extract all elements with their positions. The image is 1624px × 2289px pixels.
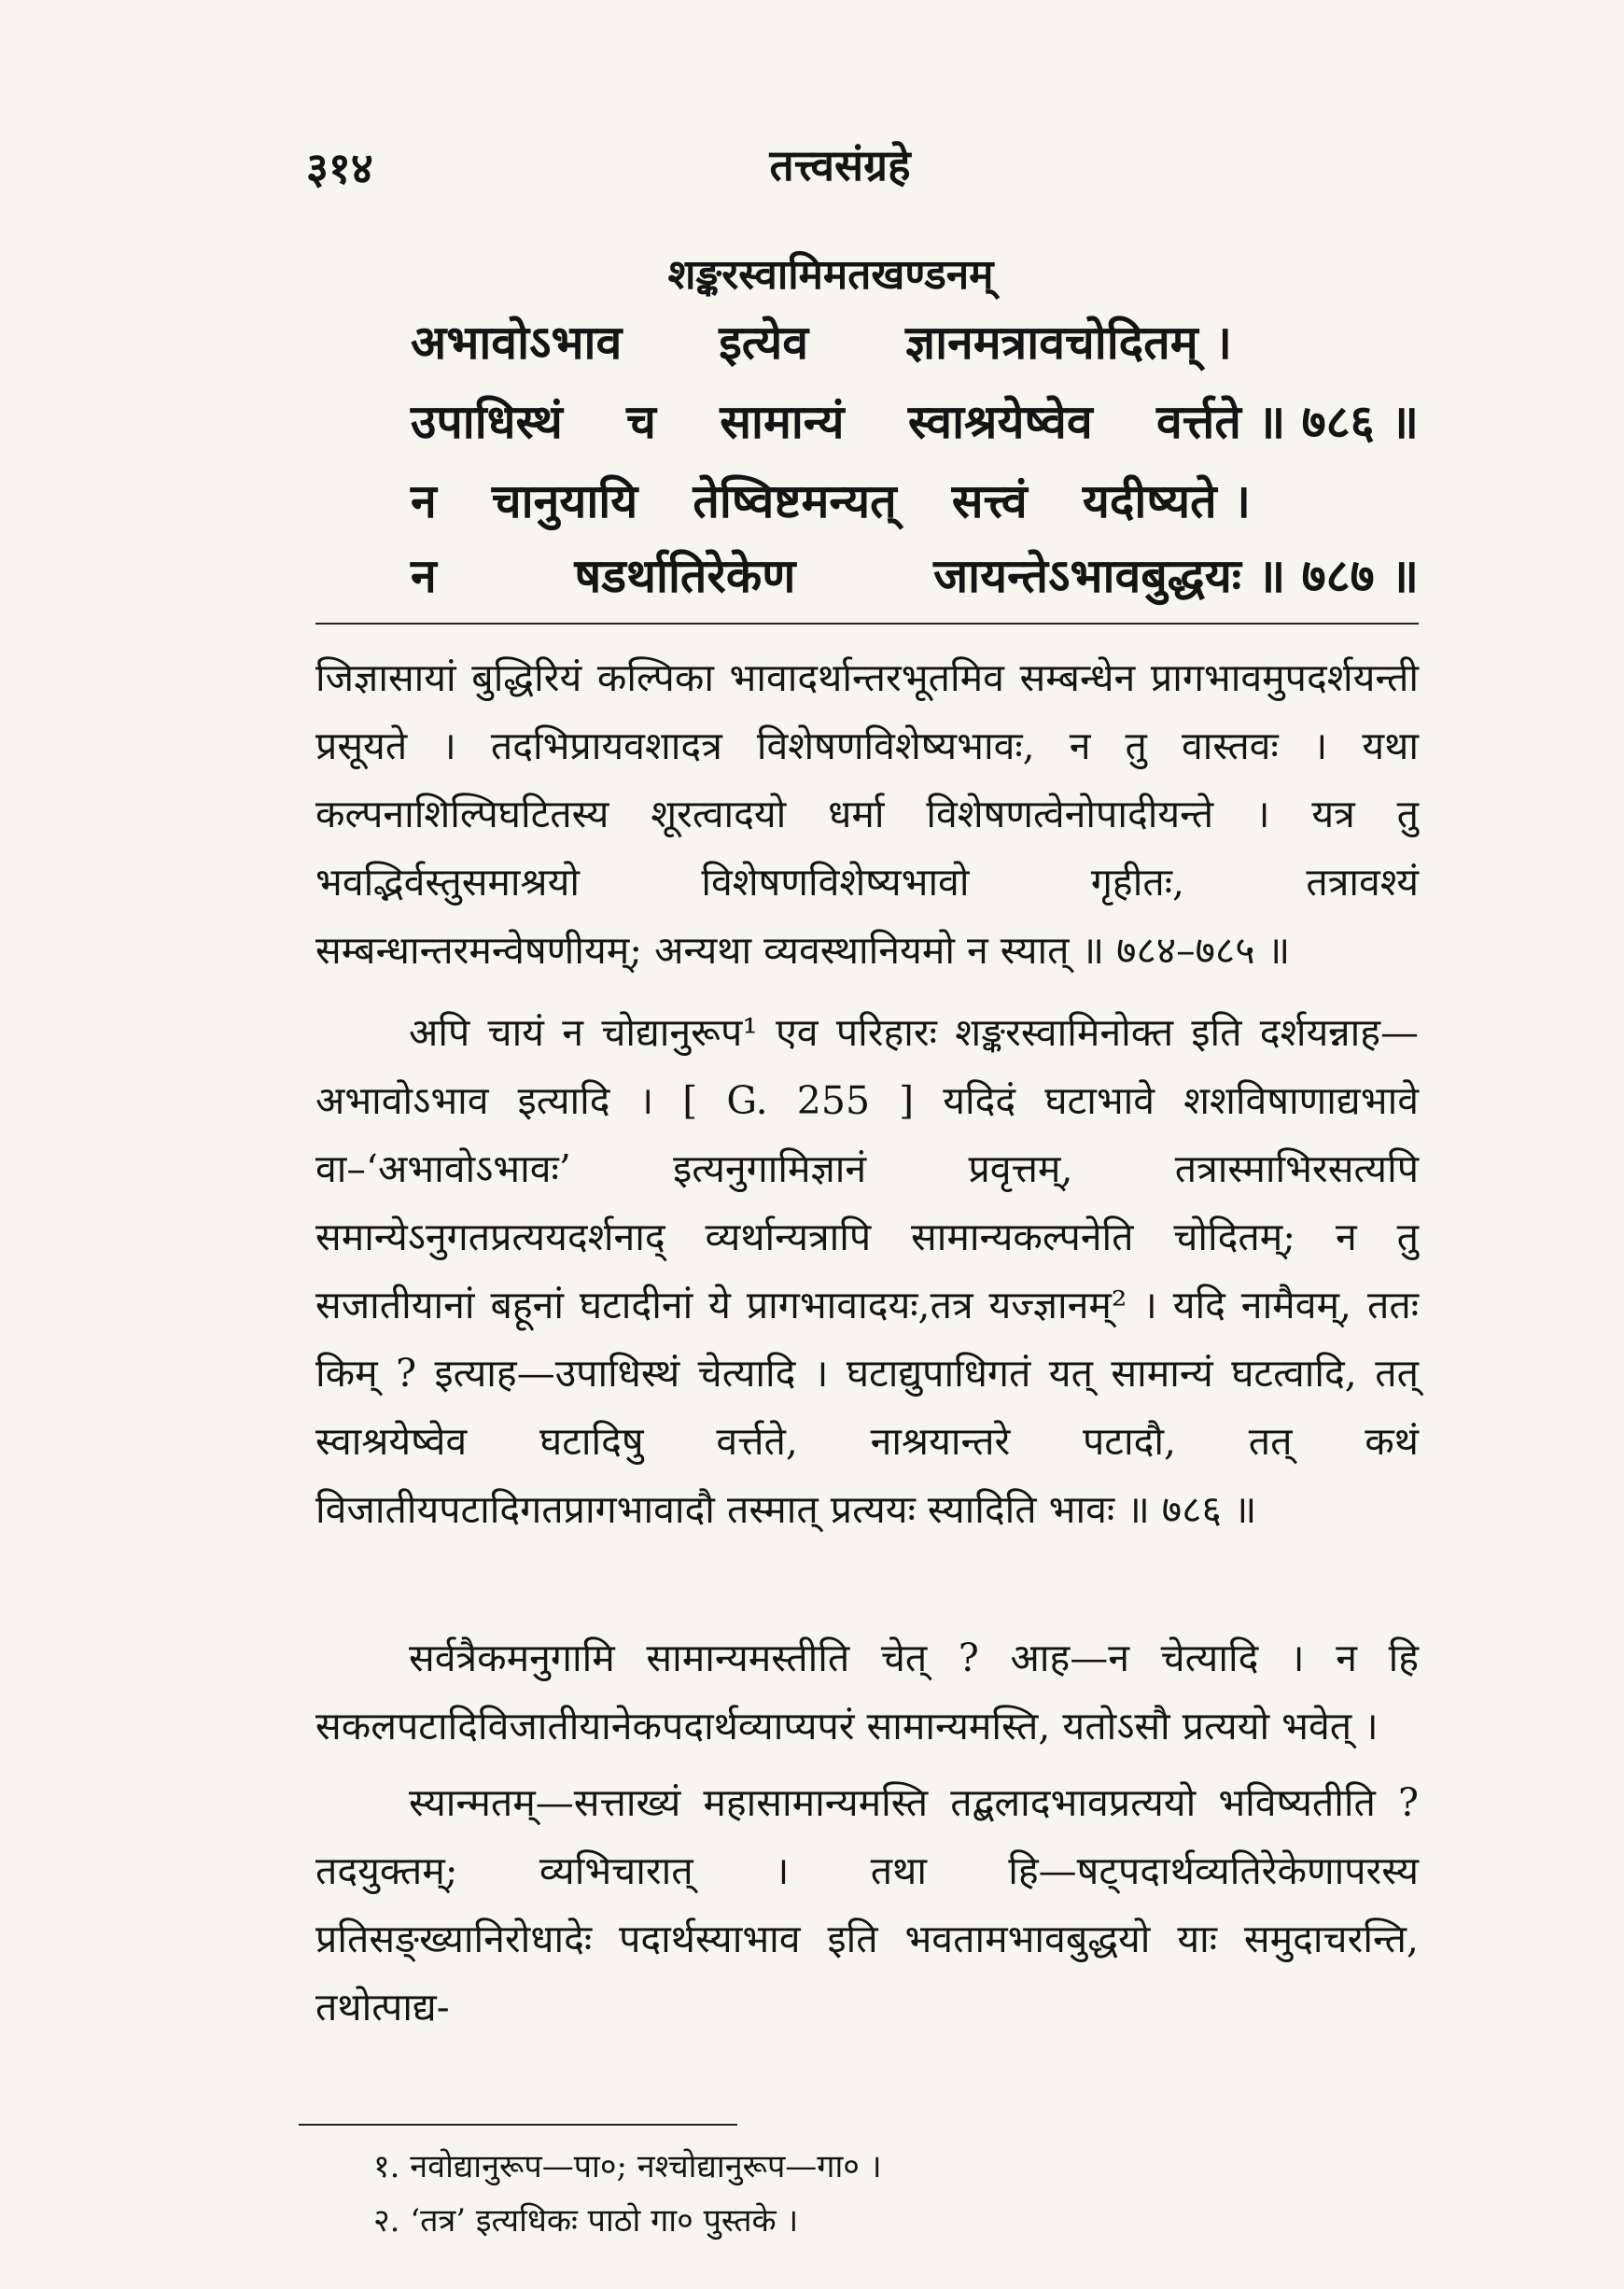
commentary-paragraph-3: सर्वत्रैकमनुगामि सामान्यमस्तीति चेत् ? आह—न चेत्यादि । न हि सकलपटादिविजातीयानेकपदार्थव्याप्यपरं सामान्यमस्ति, यतोऽसौ प्रत्ययो भवेत् । bbox=[315, 1636, 1419, 1748]
verse-word: च bbox=[626, 394, 656, 449]
page-number: ३१४ bbox=[306, 143, 373, 193]
verse-line-4 bbox=[411, 546, 1419, 606]
verse-word: न bbox=[411, 548, 437, 603]
verse-line-2 bbox=[411, 392, 1419, 452]
footnote-divider bbox=[299, 2124, 737, 2126]
commentary-paragraph-4: स्यान्मतम्—सत्ताख्यं महासामान्यमस्ति तद्बलादभावप्रत्ययो भविष्यतीति ? तदयुक्तम्; व्यभिचारात् । तथा हि—षट्पदार्थव्यतिरेकेणापरस्य प्रतिसङ्ख्यानिरोधादेः पदार्थस्याभाव इति भवतामभावबुद्धयो याः समुदाचरन्ति, तथोत्पाद्य- bbox=[315, 1780, 1419, 2029]
verse-line-1 bbox=[411, 313, 1232, 372]
verse-line-3 bbox=[411, 471, 1251, 531]
verse-word: षडर्थातिरेकेण bbox=[574, 548, 796, 603]
verse-word: अभावोऽभाव bbox=[411, 315, 623, 370]
verse-word: न bbox=[411, 473, 437, 528]
verse-word: चानुयायि bbox=[491, 473, 638, 528]
verse-word: स्वाश्रयेष्वेव bbox=[907, 394, 1093, 449]
verse-word: सामान्यं bbox=[720, 394, 845, 449]
commentary-paragraph-2: अपि चायं न चोद्यानुरूप¹ एव परिहारः शङ्करस्वामिनोक्त इति दर्शयन्नाह—अभावोऽभाव इत्यादि । [ G. 255 ] यदिदं घटाभावे शशविषाणाद्यभावे वा–‘अभावोऽभावः’ इत्यनुगामिज्ञानं प्रवृत्तम्, तत्रास्माभिरसत्यपि समान्येऽनुगतप्रत्ययदर्शनाद् व्यर्थान्यत्रापि सामान्यकल्पनेति चोदितम्; न तु सजातीयानां बहूनां घटादीनां ये प्रागभावादयः,तत्र यज्ज्ञानम्² । यदि नामैवम्, ततः किम् ? इत्याह—उपाधिस्थं चेत्यादि । घटाद्युपाधिगतं यत् सामान्यं घटत्वादि, तत् स्वाश्रयेष्वेव घटादिषु वर्त्तते, नाश्रयान्तरे पटादौ, तत् कथं विजातीयपटादिगतप्रागभावादौ तस्मात् प्रत्ययः स्यादिति भावः ॥ ७८६ ॥ bbox=[315, 1010, 1419, 1532]
footnote-2: २. ‘तत्र’ इत्यधिकः पाठो गा० पुस्तके । bbox=[373, 2202, 799, 2240]
running-title: तत्त्वसंग्रहे bbox=[769, 140, 911, 190]
verse-word: यदीष्यते । bbox=[1082, 473, 1251, 528]
commentary-paragraph-1: जिज्ञासायां बुद्धिरियं कल्पिका भावादर्थान्तरभूतमिव सम्बन्धेन प्रागभावमुपदर्शयन्ती प्रसूयते । तदभिप्रायवशादत्र विशेषणविशेष्यभावः, न तु वास्तवः । यथा कल्पनाशिल्पिघटितस्य शूरत्वादयो धर्मा विशेषणत्वेनोपादीयन्ते । यत्र तु भवद्भिर्वस्तुसमाश्रयो विशेषणविशेष्यभावो गृहीतः, तत्रावश्यं सम्बन्धान्तरमन्वेषणीयम्; अन्यथा व्यवस्थानियमो न स्यात् ॥ ७८४–७८५ ॥ bbox=[315, 655, 1419, 973]
footnote-1: १. नवोद्यानुरूप—पा०; नश्चोद्यानुरूप—गा० । bbox=[373, 2148, 882, 2185]
verse-word: उपाधिस्थं bbox=[411, 394, 563, 449]
verse-word: वर्त्तते ॥ ७८६ ॥ bbox=[1155, 394, 1419, 449]
verse-word: तेष्विष्टमन्यत् bbox=[693, 473, 897, 528]
verse-word: ज्ञानमत्रावचोदितम् । bbox=[905, 315, 1232, 370]
verse-word: इत्येव bbox=[719, 315, 809, 370]
verse-word: सत्त्वं bbox=[951, 473, 1028, 528]
verse-divider bbox=[315, 623, 1419, 625]
verse-word: जायन्तेऽभावबुद्धयः ॥ ७८७ ॥ bbox=[933, 548, 1419, 603]
section-title: शङ्करस्वामिमतखण्डनम् bbox=[667, 251, 994, 299]
